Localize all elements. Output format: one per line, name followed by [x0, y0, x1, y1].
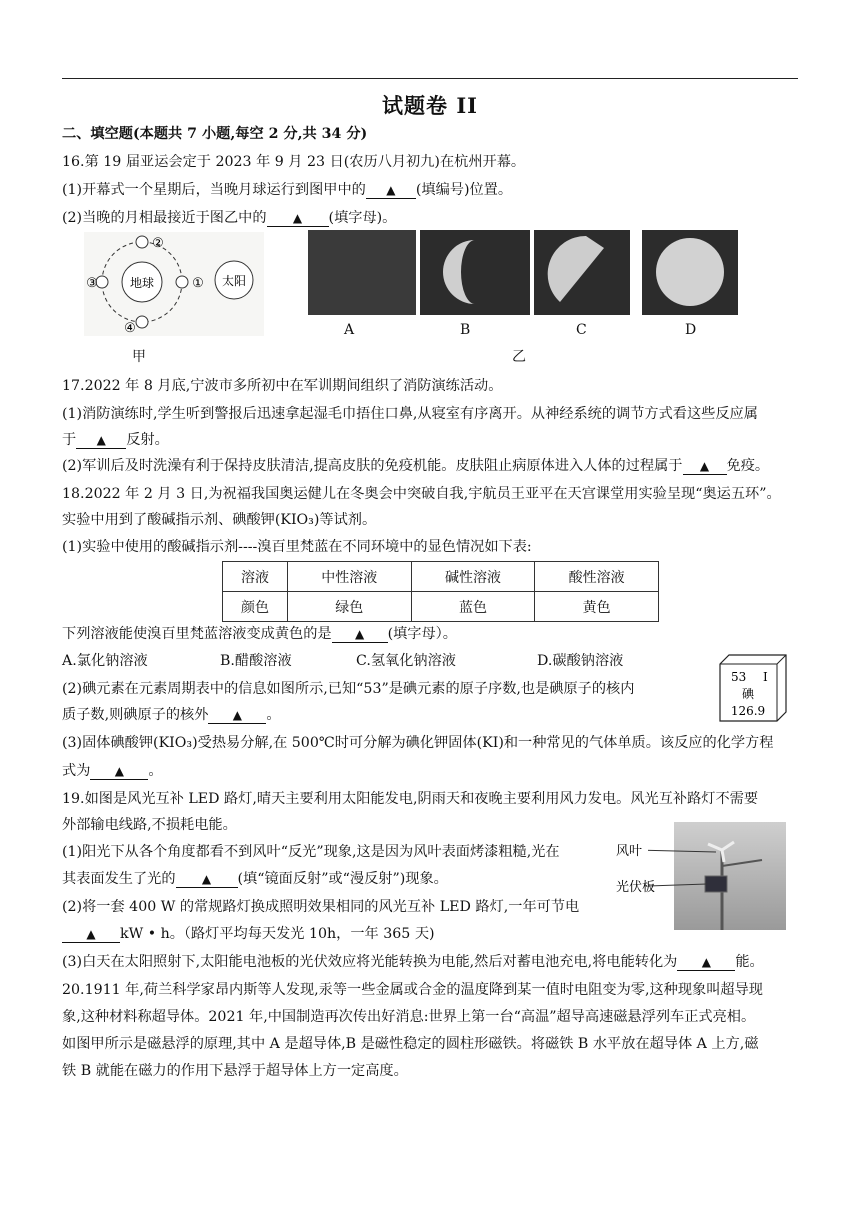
- q20-line3: 如图甲所示是磁悬浮的原理,其中 A 是超导体,B 是磁性稳定的圆柱形磁铁。将磁铁 B 水平放在超导体 A 上方,磁: [62, 1036, 759, 1052]
- q19-part1-line1: (1)阳光下从各个角度都看不到风叶“反光”现象,这是因为风叶表面烤漆粗糙,光在: [62, 844, 560, 860]
- solar-panel-icon: [705, 876, 727, 892]
- pos-2-label: ②: [152, 236, 164, 251]
- figure-yi-label: 乙: [512, 349, 526, 365]
- phase-label-d: D: [685, 322, 697, 338]
- q18-part1-question: 下列溶液能使溴百里梵蓝溶液变成黄色的是 ▲ (填字母）。: [62, 626, 457, 642]
- atomic-mass: 126.9: [730, 704, 766, 718]
- panel-label: 光伏板: [616, 880, 656, 895]
- pos-3-label: ③: [86, 276, 98, 291]
- phase-label-a: A: [344, 322, 355, 338]
- pos-1-label: ①: [192, 276, 204, 291]
- answer-blank[interactable]: ▲: [677, 954, 735, 971]
- element-symbol: I: [763, 670, 768, 684]
- q19-part2-line2: ▲ kW • h。（路灯平均每天发光 10h，一年 365 天): [62, 924, 435, 944]
- q19-part2-line1: (2)将一套 400 W 的常规路灯换成照明效果相同的风光互补 LED 路灯,一年可节电: [62, 899, 580, 915]
- table-row: 颜色 绿色 蓝色 黄色: [223, 592, 659, 622]
- q18-stem-line2: 实验中用到了酸碱指示剂、碘酸钾(KIO₃)等试剂。: [62, 512, 377, 528]
- q17-part1-line2: 于 ▲ 反射。: [62, 432, 169, 448]
- moon-phase-photo-c: [534, 230, 630, 315]
- earth-label: 地球: [129, 276, 155, 290]
- moon-phase-photo-d: [642, 230, 738, 315]
- q18-stem-line1: 18.2022 年 2 月 3 日,为祝福我国奥运健儿在冬奥会中突破自我,宇航员王亚平在天宫课堂用实验呈现“奥运五环”。: [62, 486, 781, 502]
- q20-line1: 20.1911 年,荷兰科学家昂内斯等人发现,汞等一些金属或合金的温度降到某一值时电阻变为零,这种现象叫超导现: [62, 982, 763, 998]
- option-d[interactable]: D.碳酸钠溶液: [537, 653, 624, 669]
- q20-line2: 象,这种材料称超导体。2021 年,中国制造再次传出好消息:世界上第一台“高温”超导高速磁悬浮列车正式亮相。: [62, 1009, 756, 1025]
- q18-part2-line1: (2)碘元素在元素周期表中的信息如图所示,已知“53”是碘元素的原子序数,也是碘原子的核内: [62, 681, 635, 697]
- moon-phase-photo-b: [420, 230, 530, 315]
- moon-orbit-diagram: [82, 230, 267, 340]
- table-row: 溶液 中性溶液 碱性溶液 酸性溶液: [223, 562, 659, 592]
- q20-line4: 铁 B 就能在磁力的作用下悬浮于超导体上方一定高度。: [62, 1063, 408, 1079]
- answer-blank[interactable]: ▲: [176, 871, 238, 888]
- q17-part1-line1: (1)消防演练时,学生听到警报后迅速拿起湿毛巾捂住口鼻,从寝室有序离开。从神经系统的调节方式看这些反应属: [62, 406, 758, 422]
- q19-part1-line2: 其表面发生了光的 ▲ (填“镜面反射”或“漫反射”)现象。: [62, 871, 448, 887]
- phase-label-b: B: [460, 322, 471, 338]
- page-title: 试题卷 II: [382, 93, 478, 118]
- answer-blank[interactable]: ▲: [208, 707, 266, 724]
- element-name: 碘: [741, 687, 755, 701]
- answer-blank[interactable]: ▲: [267, 210, 329, 227]
- q19-stem-line2: 外部输电线路,不损耗电能。: [62, 817, 237, 833]
- iodine-element-card: [719, 654, 787, 722]
- q16-stem: 16.第 19 届亚运会定于 2023 年 9 月 23 日(农历八月初九)在杭州开幕。: [62, 154, 526, 170]
- q16-part1: (1)开幕式一个星期后，当晚月球运行到图甲中的 ▲ (填编号)位置。: [62, 182, 513, 198]
- wind-solar-lamp-photo: [612, 820, 788, 932]
- answer-blank[interactable]: ▲: [683, 458, 727, 475]
- sun-label: 太阳: [221, 274, 247, 288]
- option-a[interactable]: A.氯化钠溶液: [62, 653, 148, 669]
- option-c[interactable]: C.氢氧化钠溶液: [356, 653, 456, 669]
- moon-phase-photo-a: [308, 230, 416, 315]
- section-header: 二、填空题(本题共 7 小题,每空 2 分,共 34 分): [62, 126, 368, 142]
- answer-blank[interactable]: ▲: [62, 926, 120, 943]
- blade-label: 风叶: [616, 844, 643, 859]
- q17-part2: (2)军训后及时洗澡有利于保持皮肤清洁,提高皮肤的免疫机能。皮肤阻止病原体进入人体的过程属于 ▲ 免疫。: [62, 458, 770, 474]
- pos-4-label: ④: [124, 321, 136, 336]
- q17-stem: 17.2022 年 8 月底,宁波市多所初中在军训期间组织了消防演练活动。: [62, 378, 503, 394]
- top-rule: [62, 78, 798, 79]
- atomic-number: 53: [731, 670, 747, 684]
- answer-blank[interactable]: ▲: [332, 626, 388, 643]
- figure-jia-label: 甲: [132, 349, 146, 365]
- q16-part2: (2)当晚的月相最接近于图乙中的 ▲ (填字母)。: [62, 210, 397, 226]
- q19-stem-line1: 19.如图是风光互补 LED 路灯,晴天主要利用太阳能发电,阴雨天和夜晚主要利用风力发电。风光互补路灯不需要: [62, 791, 759, 807]
- answer-blank[interactable]: ▲: [366, 182, 416, 199]
- option-b[interactable]: B.醋酸溶液: [220, 653, 292, 669]
- indicator-color-table: [222, 561, 659, 622]
- q18-part3-line2: 式为 ▲ 。: [62, 763, 163, 779]
- q18-part1-intro: (1)实验中使用的酸碱指示剂----溴百里梵蓝在不同环境中的显色情况如下表:: [62, 539, 532, 555]
- q19-part3: (3)白天在太阳照射下,太阳能电池板的光伏效应将光能转换为电能,然后对蓄电池充电,将电能转化为 ▲ 能。: [62, 954, 764, 970]
- answer-blank[interactable]: ▲: [90, 763, 148, 780]
- phase-label-c: C: [576, 322, 587, 338]
- q18-part2-line2: 质子数,则碘原子的核外 ▲ 。: [62, 707, 281, 723]
- q18-part3-line1: (3)固体碘酸钾(KIO₃)受热易分解,在 500℃时可分解为碘化钾固体(KI)和一种常见的气体单质。该反应的化学方程: [62, 735, 774, 751]
- answer-blank[interactable]: ▲: [76, 432, 126, 449]
